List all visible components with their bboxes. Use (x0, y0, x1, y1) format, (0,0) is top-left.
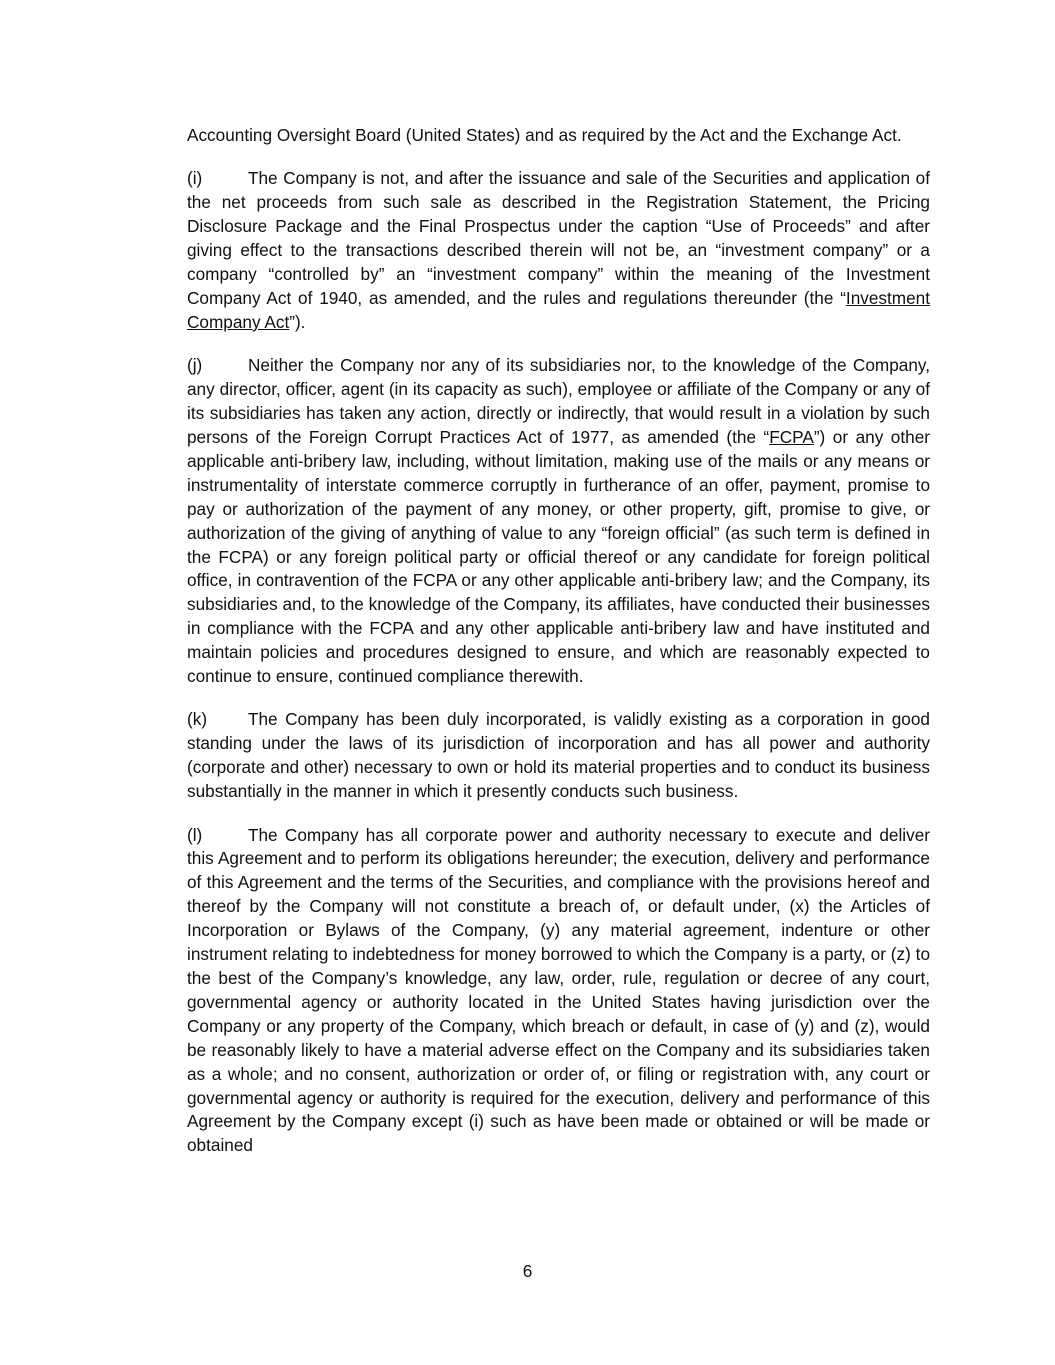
section-j-paragraph (187, 354, 930, 689)
section-i-paragraph (187, 167, 930, 334)
defined-term: FCPA (769, 426, 814, 447)
section-label: (k) (187, 709, 208, 730)
section-l-paragraph (187, 824, 930, 1159)
section-text: The Company is not, and after the issuance and sale of the Securities and application of the net proceeds from such sale as described in the Registration Statement, the Pricing Disclosure Package and the Final Prospectus under the caption “Use of Proceeds” and after giving effect to the transactions described therein will not be, an “investment company” or a company “controlled by” an “investment company” within the meaning of the Investment Company Act of 1940, as amended, and the rules and regulations thereunder (the “ (187, 168, 930, 308)
section-k-paragraph (187, 708, 930, 804)
continuation-paragraph: Accounting Oversight Board (United States) and as required by the Act and the Exchange Act. (187, 125, 902, 145)
section-text: Neither the Company nor any of its subsidiaries nor, to the knowledge of the Company, any director, officer, agent (in its capacity as such), employee or affiliate of the Company or any of its subsidiaries has taken any action, directly or indirectly, that would result in a violation by such persons of the Foreign Corrupt Practices Act of 1977, as amended (the “ (187, 355, 930, 447)
section-text: The Company has all corporate power and authority necessary to execute and deliver this Agreement and to perform its obligations hereunder; the execution, delivery and performance of this Agreement and the terms of the Securities, and compliance with the provisions hereof and thereof by the Company will not constitute a breach of, or default under, (x) the Articles of Incorporation or Bylaws of the Company, (y) any material agreement, indenture or other instrument relating to indebtedness for money borrowed to which the Company is a party, or (z) to the best of the Company’s knowledge, any law, order, rule, regulation or decree of any court, governmental agency or authority located in the United States having jurisdiction over the Company or any property of the Company, which breach or default, in case of (y) and (z), would be reasonably likely to have a material adverse effect on the Company and its subsidiaries taken as a whole; and no consent, authorization or order of, or filing or registration with, any court or governmental agency or authority is required for the execution, delivery and performance of this Agreement by the Company except (i) such as have been made or obtained or will be made or obtained (187, 824, 930, 1156)
section-text: ”). (289, 311, 306, 332)
section-label: (l) (187, 824, 203, 845)
section-label: (i) (187, 168, 203, 189)
document-body (187, 124, 930, 1178)
section-text: The Company has been duly incorporated, is validly existing as a corporation in good standing under the laws of its jurisdiction of incorporation and has all power and authority (corporate and other) necessary to own or hold its material properties and to conduct its business substantially in the manner in which it presently conducts such business. (187, 709, 930, 802)
section-label: (j) (187, 355, 203, 376)
page-number: 6 (522, 1261, 533, 1281)
section-text: ”) or any other applicable anti-bribery law, including, without limitation, making use of the mails or any means or instrumentality of interstate commerce corruptly in furtherance of an offer, payment, promise to pay or authorization of the payment of any money, or other property, gift, promise to give, or authorization of the giving of anything of value to any “foreign official” (as such term is defined in the FCPA) or any foreign political party or official thereof or any candidate for foreign political office, in contravention of the FCPA or any other applicable anti-bribery law; and the Company, its subsidiaries and, to the knowledge of the Company, its affiliates, have conducted their businesses in compliance with the FCPA and any other applicable anti-bribery law and have instituted and maintain policies and procedures designed to ensure, and which are reasonably expected to continue to ensure, continued compliance therewith. (187, 426, 930, 687)
defined-term: Investment Company Act (187, 287, 930, 332)
